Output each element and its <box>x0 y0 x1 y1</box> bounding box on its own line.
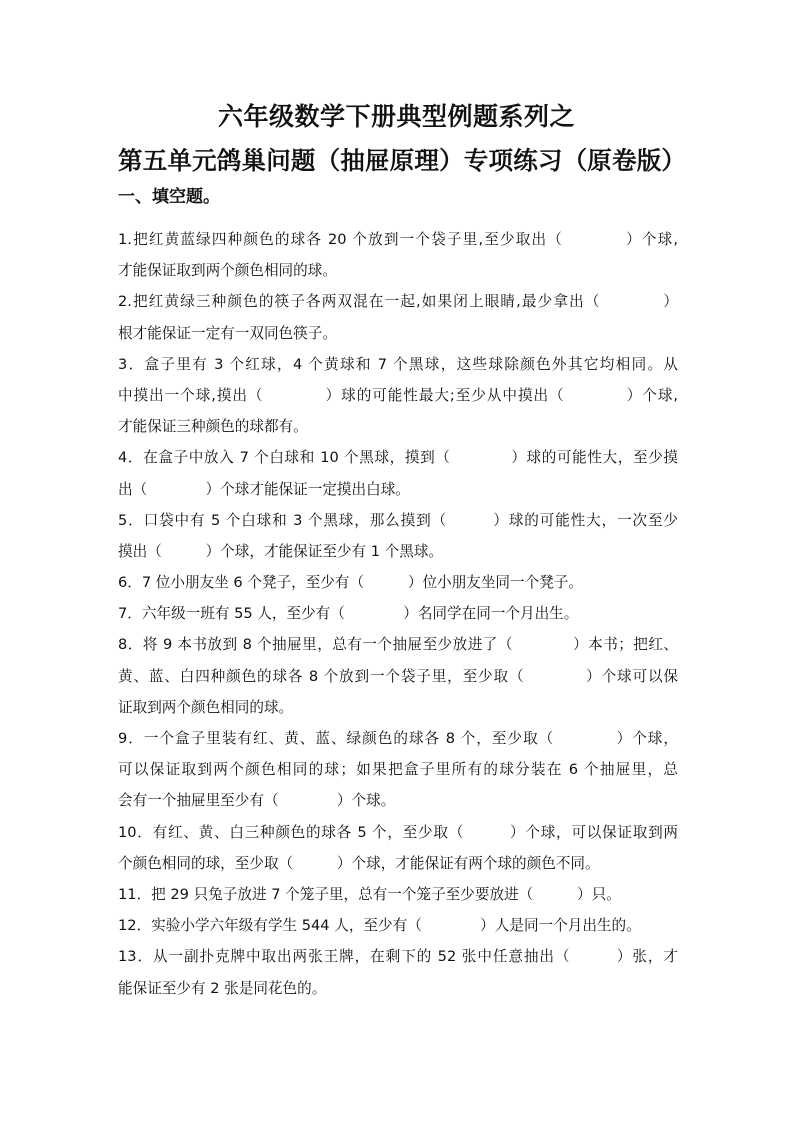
question-5 <box>118 505 678 567</box>
question-line: 4．在盒子中放入 7 个白球和 10 个黑球，摸到（ ）球的可能性大，至少摸 <box>118 449 678 467</box>
question-9 <box>118 723 678 817</box>
question-line: 摸出（ ）个球，才能保证至少有 1 个黑球。 <box>118 542 444 560</box>
question-13 <box>118 941 678 1003</box>
question-line: 1.把红黄蓝绿四种颜色的球各 20 个放到一个袋子里,至少取出（ ）个球, <box>118 231 678 248</box>
question-line: 才能保证取到两个颜色相同的球。 <box>118 262 337 280</box>
question-6 <box>118 567 678 598</box>
question-line: 证取到两个颜色相同的球。 <box>118 698 294 716</box>
document-title-series: 六年级数学下册典型例题系列之 <box>217 102 575 131</box>
question-line: 9．一个盒子里装有红、黄、蓝、绿颜色的球各 8 个，至少取（ ）个球， <box>118 730 678 747</box>
question-line: 个颜色相同的球，至少取（ ）个球，才能保证有两个球的颜色不同。 <box>118 854 600 872</box>
section-heading-fill-in-blank: 一、填空题。 <box>118 187 220 207</box>
question-line: 可以保证取到两个颜色相同的球；如果把盒子里所有的球分装在 6 个抽屉里，总 <box>118 761 678 779</box>
question-line: 才能保证三种颜色的球都有。 <box>118 418 308 436</box>
question-10 <box>118 817 678 879</box>
question-line: 12．实验小学六年级有学生 544 人，至少有（ ）人是同一个月出生的。 <box>118 917 641 935</box>
question-12 <box>118 910 678 941</box>
question-list <box>118 224 678 1004</box>
document-title-unit: 第五单元鸽巢问题（抽屉原理）专项练习（原卷版） <box>118 146 687 175</box>
question-line: 能保证至少有 2 张是同花色的。 <box>118 979 327 997</box>
question-line: 13．从一副扑克牌中取出两张王牌，在剩下的 52 张中任意抽出（ ）张，才 <box>118 948 678 966</box>
question-8 <box>118 629 678 723</box>
question-line: 2.把红黄绿三种颜色的筷子各两双混在一起,如果闭上眼睛,最少拿出（ ） <box>118 293 678 311</box>
question-line: 7．六年级一班有 55 人，至少有（ ）名同学在同一个月出生。 <box>118 605 579 623</box>
question-line: 中摸出一个球,摸出（ ）球的可能性最大;至少从中摸出（ ）个球, <box>118 386 678 404</box>
question-11 <box>118 879 678 910</box>
question-7 <box>118 598 678 629</box>
question-line: 6．7 位小朋友坐 6 个凳子，至少有（ ）位小朋友坐同一个凳子。 <box>118 574 583 592</box>
question-line: 5．口袋中有 5 个白球和 3 个黑球，那么摸到（ ）球的可能性大，一次至少 <box>118 511 678 529</box>
question-2 <box>118 286 678 348</box>
question-3 <box>118 349 678 443</box>
question-line: 会有一个抽屉里至少有（ ）个球。 <box>118 792 396 810</box>
question-line: 11．把 29 只兔子放进 7 个笼子里，总有一个笼子至少要放进（ ）只。 <box>118 885 621 903</box>
question-line: 3．盒子里有 3 个红球，4 个黄球和 7 个黑球，这些球除颜色外其它均相同。从 <box>118 355 678 373</box>
question-4 <box>118 442 678 504</box>
question-1 <box>118 224 678 286</box>
question-line: 8．将 9 本书放到 8 个抽屉里，总有一个抽屉至少放进了（ ）本书；把红、 <box>118 636 678 654</box>
question-line: 出（ ）个球才能保证一定摸出白球。 <box>118 480 410 498</box>
question-line: 根才能保证一定有一双同色筷子。 <box>118 324 337 342</box>
question-line: 10．有红、黄、白三种颜色的球各 5 个，至少取（ ）个球，可以保证取到两 <box>118 823 678 841</box>
question-line: 黄、蓝、白四种颜色的球各 8 个放到一个袋子里，至少取（ ）个球可以保 <box>118 667 678 685</box>
